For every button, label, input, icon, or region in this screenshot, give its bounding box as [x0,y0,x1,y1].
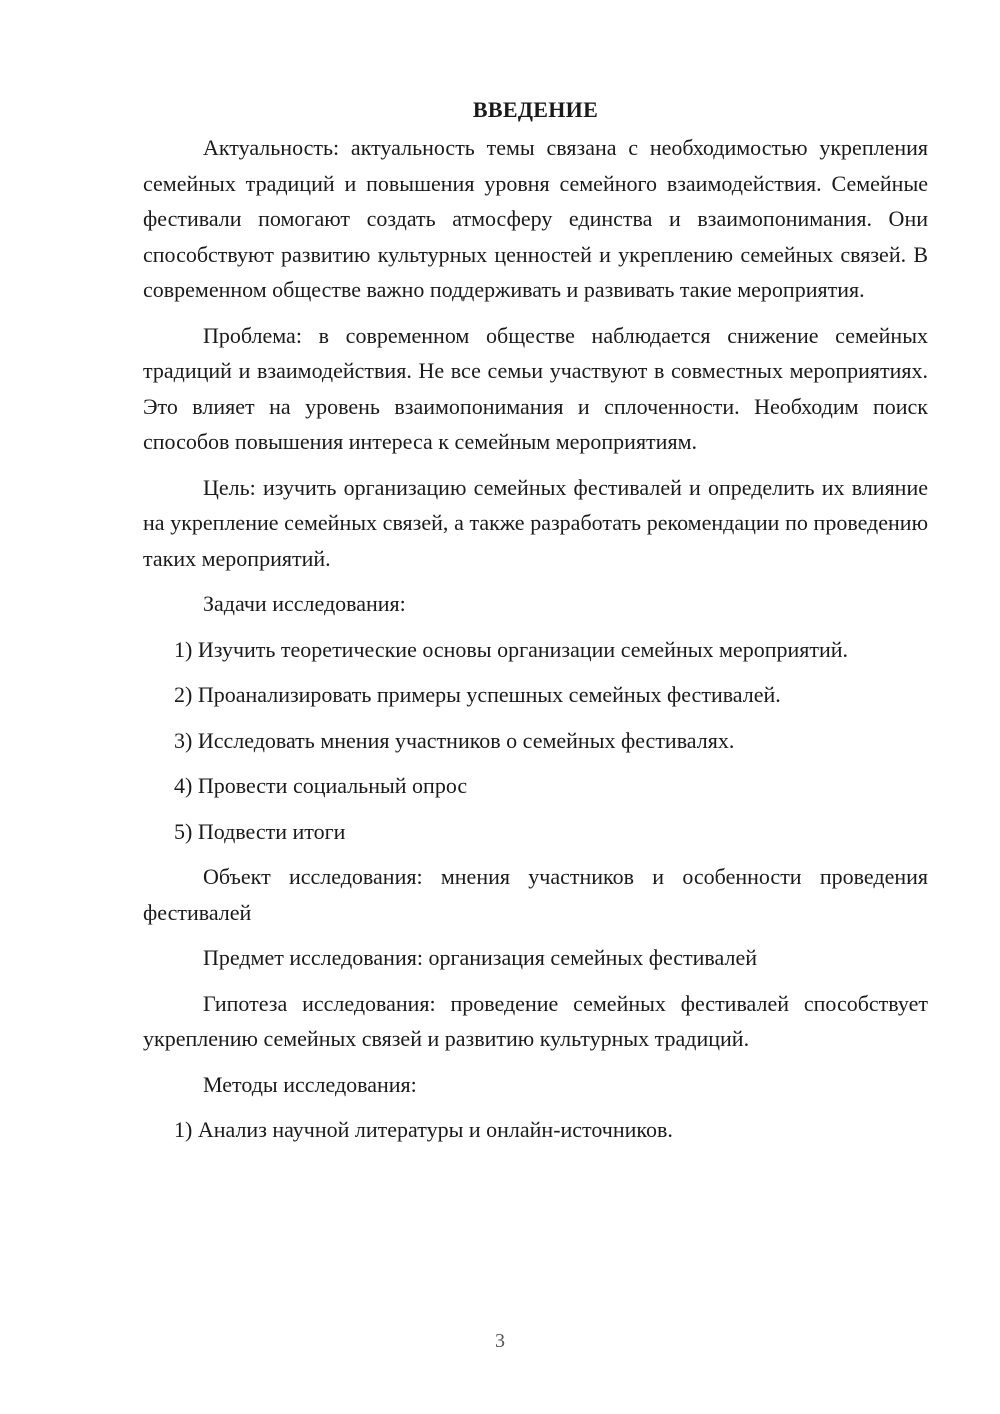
document-page [143,92,928,1158]
task-item-3: 3) Исследовать мнения участников о семейных фестивалях. [174,727,735,753]
method-item-1: 1) Анализ научной литературы и онлайн-источников. [174,1117,673,1142]
section-heading: ВВЕДЕНИЕ [472,97,599,122]
task-item-5: 5) Подвести итоги [174,818,346,844]
task-item-2: 2) Проанализировать примеры успешных семейных фестивалей. [174,682,781,707]
task-item-1: 1) Изучить теоретические основы организации семейных мероприятий. [174,636,849,662]
methods-title: Методы исследования: [203,1071,417,1097]
subject-paragraph: Предмет исследования: организация семейных фестивалей [203,945,758,970]
goal-paragraph: Цель: изучить организацию семейных фестивалей и определить их влияние на укрепление семейных связей, а также разработать рекомендации по проведению таких мероприятий. [143,474,928,571]
page-number: 3 [495,1330,505,1352]
hypothesis-paragraph: Гипотеза исследования: проведение семейных фестивалей способствует укреплению семейных связей и развитию культурных традиций. [143,990,928,1051]
problem-paragraph: Проблема: в современном обществе наблюдается снижение семейных традиций и взаимодействия. Не все семьи участвуют в совместных мероприятиях. Это влияет на уровень взаимопонимания и сплоченности. Необходим поиск способов повышения интереса к семейным мероприятиям. [143,322,928,454]
task-item-4: 4) Провести социальный опрос [174,773,468,798]
object-paragraph: Объект исследования: мнения участников и особенности проведения фестивалей [143,864,928,925]
tasks-title: Задачи исследования: [203,591,406,616]
relevance-paragraph: Актуальность: актуальность темы связана с необходимостью укрепления семейных традиций и повышения уровня семейного взаимодействия. Семейные фестивали помогают создать атмосферу единства и взаимопонимания. Они способствуют развитию культурных ценностей и укреплению семейных связей. В современном обществе важно поддерживать и развивать такие мероприятия. [143,135,928,302]
